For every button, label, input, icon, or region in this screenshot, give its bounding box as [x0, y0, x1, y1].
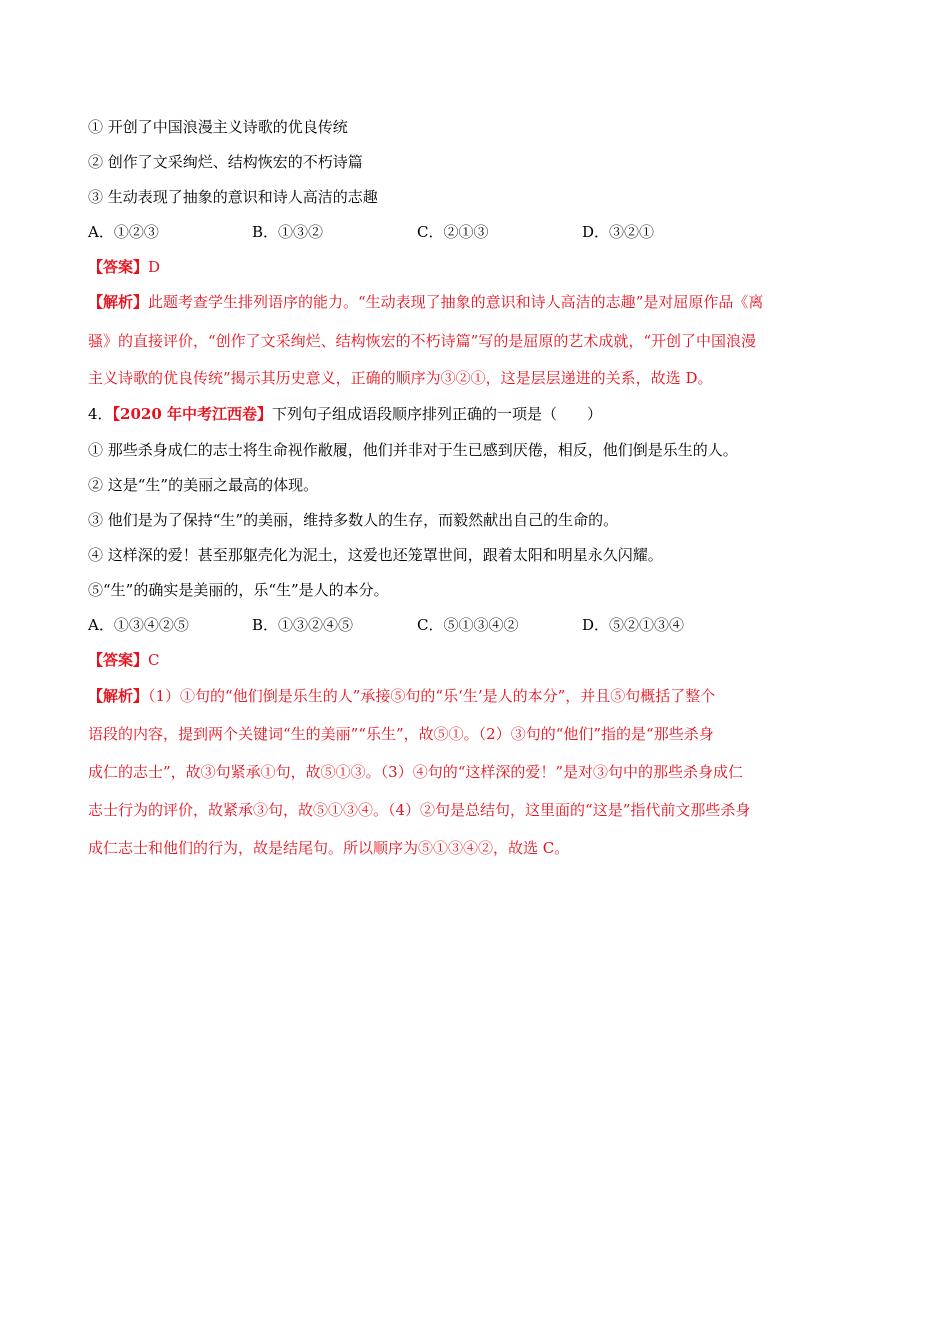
q4-source: 【2020 年中考江西卷】 [112, 405, 273, 423]
answer-value: D [148, 258, 161, 276]
q4-option-a: A．①③④②⑤ [88, 616, 189, 634]
q4-analysis-line-3: 成仁的志士”，故③句紧承①句，故⑤①③。（3）④句的“这样深的爱！”是对③句中的那些杀身成仁 [88, 763, 744, 781]
answer-value: C [148, 651, 160, 669]
q4-item-1: ① 那些杀身成仁的志士将生命视作敝履，他们并非对于生已感到厌倦，相反，他们倒是乐生的人。 [88, 441, 738, 459]
q4-item-3: ③ 他们是为了保持“生”的美丽，维持多数人的生存，而毅然献出自己的生命的。 [88, 511, 619, 529]
q3-item-1: ① 开创了中国浪漫主义诗歌的优良传统 [88, 118, 348, 136]
analysis-text: 此题考查学生排列语序的能力。“生动表现了抽象的意识和诗人高洁的志趣”是对屈原作品《离 [148, 293, 764, 311]
q4-item-4: ④ 这样深的爱！甚至那躯壳化为泥土，这爱也还笼罩世间，跟着太阳和明星永久闪耀。 [88, 546, 663, 564]
q3-answer [88, 257, 160, 277]
q4-analysis-line-4: 志士行为的评价，故紧承③句，故⑤①③④。（4）②句是总结句，这里面的“这是”指代前文那些杀身 [88, 801, 751, 819]
q4-analysis-line-2: 语段的内容，提到两个关键词“生的美丽”“乐生”，故⑤①。（2）③句的“他们”指的是“那些杀身 [88, 725, 714, 743]
q3-analysis-line-1 [88, 292, 763, 312]
q3-option-b: B．①③② [252, 223, 324, 241]
q3-option-d: D．③②① [582, 223, 655, 241]
analysis-tag: 【解析】 [88, 293, 149, 311]
q4-item-5: ⑤“生”的确实是美丽的，乐“生”是人的本分。 [88, 581, 389, 599]
q4-option-b: B．①③②④⑤ [252, 616, 354, 634]
q3-item-2: ② 创作了文采绚烂、结构恢宏的不朽诗篇 [88, 153, 363, 171]
q3-option-c: C．②①③ [417, 223, 489, 241]
q3-analysis-line-2: 骚》的直接评价，“创作了文采绚烂、结构恢宏的不朽诗篇”写的是屈原的艺术成就，“开创了中国浪漫 [88, 332, 757, 350]
q4-option-d: D．⑤②①③④ [582, 616, 685, 634]
q4-stem [88, 404, 602, 424]
q4-stem-text: 下列句子组成语段顺序排列正确的一项是（ ） [272, 405, 603, 423]
q4-option-c: C．⑤①③④② [417, 616, 519, 634]
analysis-tag: 【解析】 [88, 687, 149, 705]
q4-analysis-line-1 [88, 686, 715, 706]
q3-item-3: ③ 生动表现了抽象的意识和诗人高洁的志趣 [88, 188, 378, 206]
analysis-text: （1）①句的“他们倒是乐生的人”承接⑤句的“乐‘生’是人的本分”，并且⑤句概括了整个 [148, 687, 716, 705]
q4-item-2: ② 这是“生”的美丽之最高的体现。 [88, 476, 319, 494]
q4-answer [88, 650, 160, 670]
q3-analysis-line-3: 主义诗歌的优良传统”揭示其历史意义，正确的顺序为③②①，这是层层递进的关系，故选 D。 [88, 369, 713, 387]
q4-analysis-line-5: 成仁志士和他们的行为，故是结尾句。所以顺序为⑤①③④②，故选 C。 [88, 839, 570, 857]
q4-number: 4． [88, 405, 113, 423]
q3-option-a: A．①②③ [88, 223, 159, 241]
answer-tag: 【答案】 [88, 651, 149, 669]
answer-tag: 【答案】 [88, 258, 149, 276]
